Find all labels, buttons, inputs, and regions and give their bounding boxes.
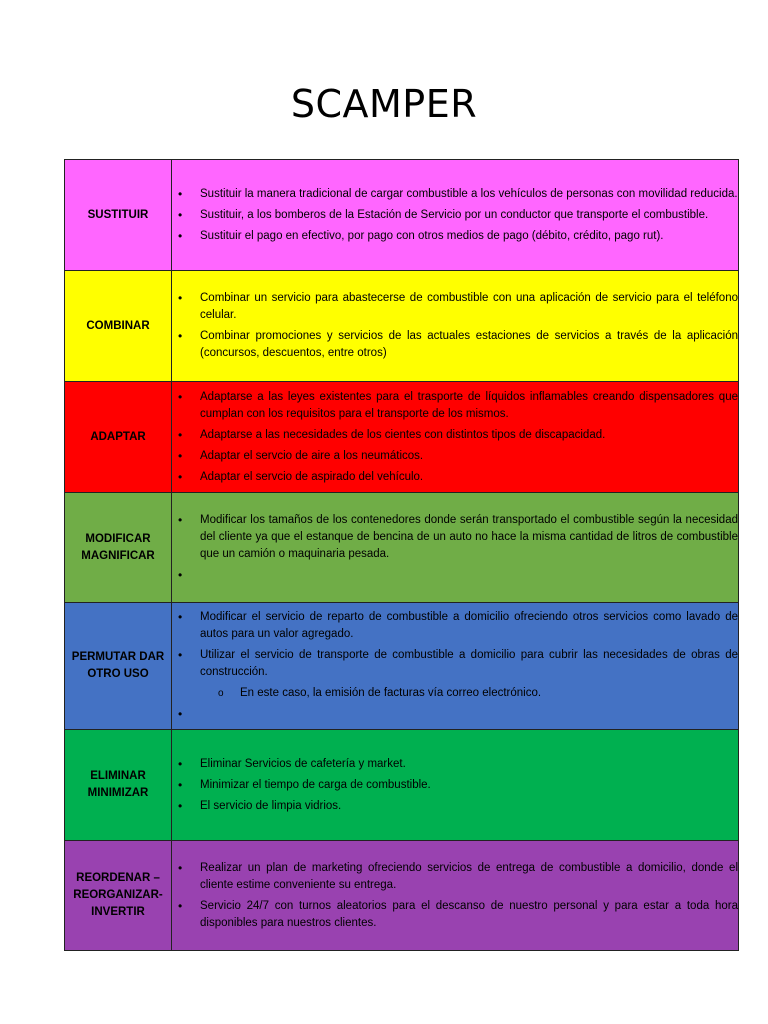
table-row	[65, 493, 739, 603]
list-item: • Sustituir la manera tradicional de cargar combustible a los vehículos de personas con movilidad reducida.	[200, 186, 738, 203]
document-title: SCAMPER	[290, 82, 478, 126]
bullet-list	[172, 290, 738, 362]
list-item: • Sustituir, a los bomberos de la Estación de Servicio por un conductor que transporte el combustible.	[200, 207, 738, 224]
list-item	[200, 706, 738, 723]
row-label: SUSTITUIR	[65, 160, 172, 271]
list-item: • El servicio de limpia vidrios.	[200, 798, 738, 815]
row-label: ADAPTAR	[65, 382, 172, 493]
row-content	[172, 603, 739, 730]
bullet-list	[172, 609, 738, 723]
list-item: • Combinar un servicio para abastecerse de combustible con una aplicación de servicio para el teléfono celular.	[200, 290, 738, 324]
row-content	[172, 730, 739, 841]
row-content	[172, 160, 739, 271]
list-item: • Modificar el servicio de reparto de combustible a domicilio ofreciendo otros servicios como lavado de autos para un valor agregado.	[200, 609, 738, 643]
bullet-list	[172, 512, 738, 584]
list-item: • Sustituir el pago en efectivo, por pago con otros medios de pago (débito, crédito, pago rut).	[200, 228, 738, 245]
row-label: ELIMINAR MINIMIZAR	[65, 730, 172, 841]
row-content	[172, 493, 739, 603]
bullet-list	[172, 389, 738, 486]
bullet-list	[172, 756, 738, 815]
list-item: • Realizar un plan de marketing ofreciendo servicios de entrega de combustible a domicilio, donde el cliente estime conveniente su entrega.	[200, 860, 738, 894]
list-item: • Combinar promociones y servicios de las actuales estaciones de servicios a través de la aplicación (concursos, descuentos, entre otros)	[200, 328, 738, 362]
row-content	[172, 271, 739, 382]
sub-list-item: o En este caso, la emisión de facturas vía correo electrónico.	[240, 685, 738, 702]
row-label: MODIFICAR MAGNIFICAR	[65, 493, 172, 603]
row-label: REORDENAR – REORGANIZAR- INVERTIR	[65, 841, 172, 951]
list-item: • Eliminar Servicios de cafetería y market.	[200, 756, 738, 773]
table-row	[65, 271, 739, 382]
bullet-list	[172, 186, 738, 245]
list-item: • Adaptar el servcio de aspirado del vehículo.	[200, 469, 738, 486]
scamper-table	[64, 159, 739, 951]
list-item: • Utilizar el servicio de transporte de combustible a domicilio para cubrir las necesidades de obras de construcción.	[200, 647, 738, 681]
row-content	[172, 841, 739, 951]
list-item: • Adaptar el servcio de aire a los neumáticos.	[200, 448, 738, 465]
table-row	[65, 730, 739, 841]
list-item: • Modificar los tamaños de los contenedores donde serán transportado el combustible según la necesidad del cliente ya que el estanque de bencina de un auto no hace la misma cantidad de litros de combustible que un camión o maquinaria pesada.	[200, 512, 738, 563]
table-row	[65, 160, 739, 271]
bullet-list	[172, 860, 738, 932]
table-row	[65, 841, 739, 951]
list-item: • Servicio 24/7 con turnos aleatorios para el descanso de nuestro personal y para estar a toda hora disponibles para nuestros clientes.	[200, 898, 738, 932]
row-label: PERMUTAR DAR OTRO USO	[65, 603, 172, 730]
list-item: • Adaptarse a las leyes existentes para el trasporte de líquidos inflamables creando dispensadores que cumplan con los requisitos para el transporte de los mismos.	[200, 389, 738, 423]
table-row	[65, 603, 739, 730]
list-item: • Adaptarse a las necesidades de los cientes con distintos tipos de discapacidad.	[200, 427, 738, 444]
table-row	[65, 382, 739, 493]
row-content	[172, 382, 739, 493]
row-label: COMBINAR	[65, 271, 172, 382]
list-item: • Minimizar el tiempo de carga de combustible.	[200, 777, 738, 794]
list-item	[200, 567, 738, 584]
